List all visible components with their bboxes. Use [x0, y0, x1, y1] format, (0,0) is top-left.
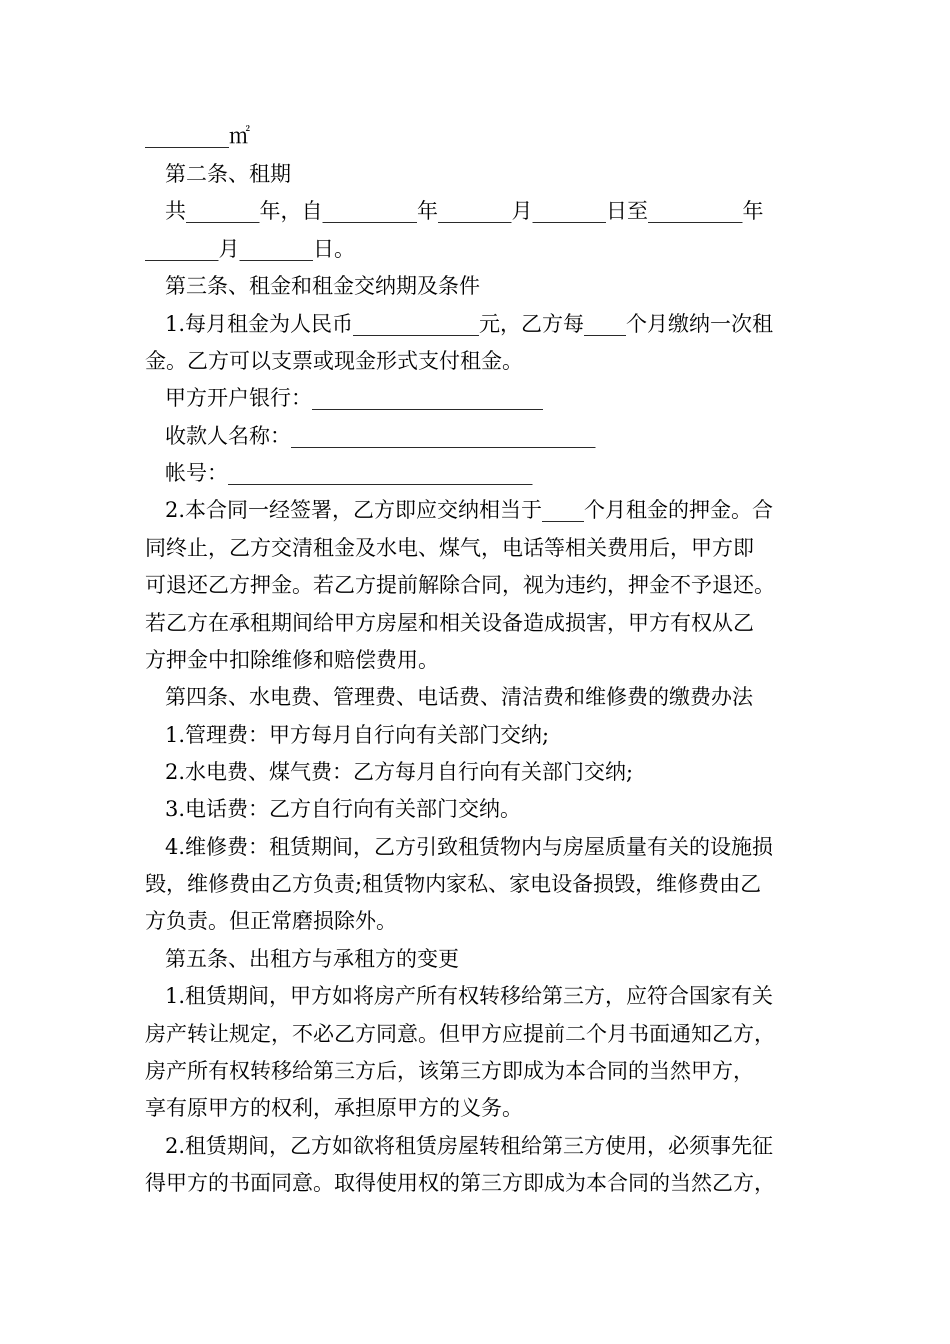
deposit-clause-line-4: 若乙方在承租期间给甲方房屋和相关设备造成损害，甲方有权从乙	[145, 611, 754, 635]
phone-fee-line: 3.电话费：乙方自行向有关部门交纳。	[165, 797, 522, 821]
repair-fee-line-3: 方负责。但正常磨损除外。	[145, 909, 397, 933]
deposit-clause-line-5: 方押金中扣除维修和赔偿费用。	[145, 648, 439, 672]
article-3-heading: 第三条、租金和租金交纳期及条件	[165, 274, 480, 298]
deposit-clause-line-2: 同终止，乙方交清租金及水电、煤气，电话等相关费用后，甲方即	[145, 536, 754, 560]
area-line: ________㎡	[145, 124, 250, 148]
transfer-clause-line-4: 享有原甲方的权利，承担原甲方的义务。	[145, 1096, 523, 1120]
rent-clause-line-2: 金。乙方可以支票或现金形式支付租金。	[145, 349, 523, 373]
bank-line: 甲方开户银行：______________________	[165, 386, 543, 410]
deposit-clause-line-1: 2.本合同一经签署，乙方即应交纳相当于____个月租金的押金。合	[165, 498, 774, 522]
transfer-clause-line-2: 房产转让规定，不必乙方同意。但甲方应提前二个月书面通知乙方，	[145, 1022, 775, 1046]
transfer-clause-line-3: 房产所有权转移给第三方后，该第三方即成为本合同的当然甲方，	[145, 1059, 754, 1083]
rent-clause-line-1: 1.每月租金为人民币____________元，乙方每____个月缴纳一次租	[165, 312, 774, 336]
sublet-clause-line-2: 得甲方的书面同意。取得使用权的第三方即成为本合同的当然乙方，	[145, 1171, 775, 1195]
sublet-clause-line-1: 2.租赁期间，乙方如欲将租赁房屋转租给第三方使用，必须事先征	[165, 1134, 774, 1158]
article-5-heading: 第五条、出租方与承租方的变更	[165, 947, 459, 971]
repair-fee-line-2: 毁，维修费由乙方负责;租赁物内家私、家电设备损毁，维修费由乙	[145, 872, 762, 896]
repair-fee-line-1: 4.维修费：租赁期间，乙方引致租赁物内与房屋质量有关的设施损	[165, 835, 774, 859]
utility-fee-line: 2.水电费、煤气费：乙方每月自行向有关部门交纳;	[165, 760, 634, 784]
management-fee-line: 1.管理费：甲方每月自行向有关部门交纳;	[165, 723, 550, 747]
transfer-clause-line-1: 1.租赁期间，甲方如将房产所有权转移给第三方，应符合国家有关	[165, 984, 774, 1008]
lease-term-line-1: 共_______年，自_________年_______月_______日至_________年	[165, 199, 764, 223]
lease-term-line-2: _______月_______日。	[145, 237, 355, 261]
deposit-clause-line-3: 可退还乙方押金。若乙方提前解除合同，视为违约，押金不予退还。	[145, 573, 775, 597]
article-4-heading: 第四条、水电费、管理费、电话费、清洁费和维修费的缴费办法	[165, 685, 753, 709]
account-line: 帐号：_____________________________	[165, 461, 533, 485]
article-2-heading: 第二条、租期	[165, 162, 291, 186]
payee-line: 收款人名称：_____________________________	[165, 424, 596, 448]
